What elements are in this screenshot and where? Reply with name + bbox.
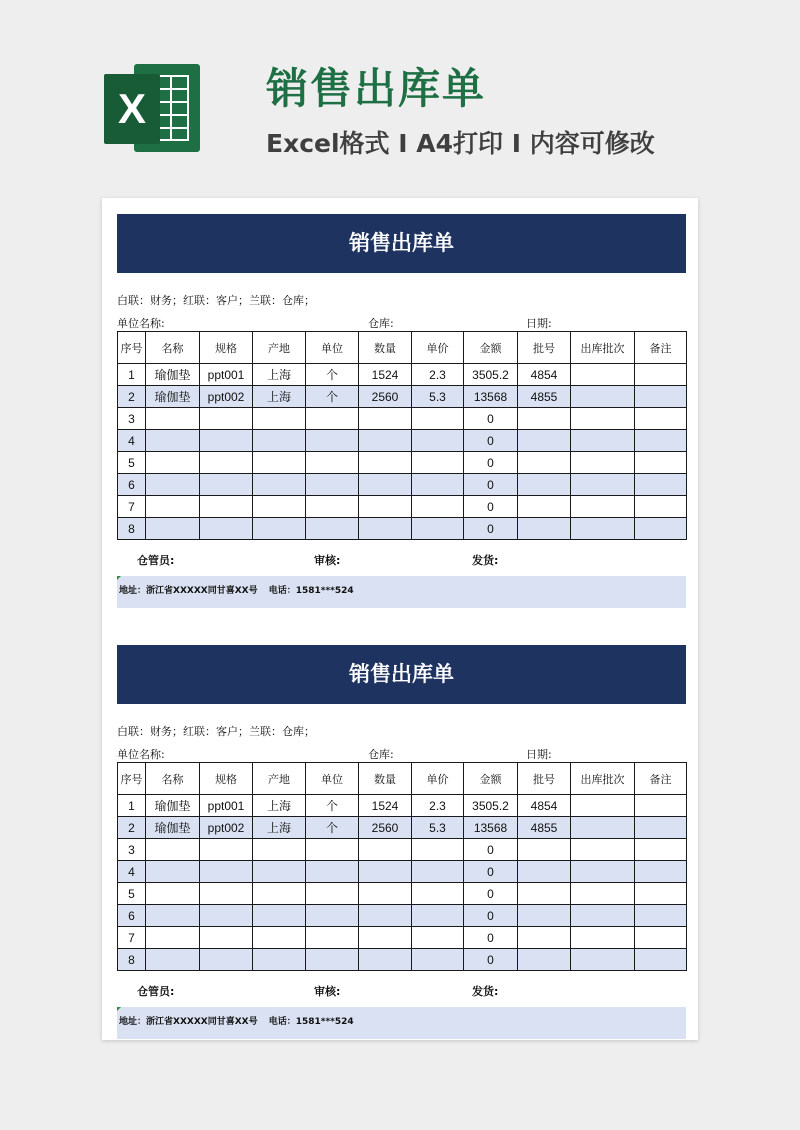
column-header: 数量 [359,763,412,795]
column-header: 名称 [146,763,200,795]
copy-distribution-note: 白联：财务；红联：客户；兰联：仓库； [117,725,315,738]
table-cell[interactable]: 1524 [359,795,412,817]
address-text: 地址：浙江省XXXXX同甘喜XX号 [119,1017,258,1027]
table-cell[interactable] [571,927,635,949]
review-label: 审核: [314,554,341,567]
table-cell[interactable] [253,496,306,518]
column-header: 序号 [118,763,146,795]
table-cell[interactable] [518,861,571,883]
table-cell[interactable] [200,496,253,518]
table-cell[interactable]: 13568 [464,817,518,839]
table-cell[interactable]: 2 [118,817,146,839]
column-header: 出库批次 [571,763,635,795]
table-cell[interactable] [200,474,253,496]
table-cell[interactable] [571,817,635,839]
table-row [118,795,687,817]
table-cell[interactable] [412,927,464,949]
table-cell[interactable] [200,927,253,949]
table-cell[interactable]: 0 [464,518,518,540]
sales-outbound-form [117,214,686,596]
table-cell[interactable] [571,839,635,861]
table-cell[interactable]: 0 [464,839,518,861]
table-cell[interactable] [635,430,687,452]
table-row [118,430,687,452]
table-cell[interactable]: ppt001 [200,364,253,386]
table-cell[interactable] [253,927,306,949]
table-cell[interactable]: 3 [118,839,146,861]
column-header: 规格 [200,332,253,364]
table-cell[interactable] [253,861,306,883]
table-cell[interactable] [571,364,635,386]
column-header: 名称 [146,332,200,364]
table-row [118,927,687,949]
table-cell[interactable] [412,949,464,971]
table-cell[interactable]: 5.3 [412,386,464,408]
table-row [118,817,687,839]
table-cell[interactable]: 7 [118,496,146,518]
table-cell[interactable] [306,408,359,430]
table-cell[interactable]: 个 [306,817,359,839]
table-cell[interactable]: 瑜伽垫 [146,817,200,839]
table-cell[interactable]: 4854 [518,364,571,386]
table-cell[interactable] [635,518,687,540]
table-cell[interactable] [200,452,253,474]
table-cell[interactable] [146,408,200,430]
warehouse-keeper-label: 仓管员: [137,554,175,567]
column-header: 批号 [518,763,571,795]
table-cell[interactable] [571,430,635,452]
table-cell[interactable]: 1 [118,364,146,386]
table-cell[interactable]: 瑜伽垫 [146,364,200,386]
table-cell[interactable] [571,795,635,817]
table-row [118,905,687,927]
column-header: 规格 [200,763,253,795]
table-cell[interactable] [306,905,359,927]
table-cell[interactable] [359,949,412,971]
table-cell[interactable] [306,474,359,496]
table-cell[interactable]: 上海 [253,817,306,839]
table-cell[interactable]: 上海 [253,364,306,386]
table-cell[interactable] [200,905,253,927]
column-header: 单价 [412,332,464,364]
table-cell[interactable] [635,949,687,971]
table-cell[interactable] [635,474,687,496]
table-row [118,364,687,386]
column-header: 金额 [464,332,518,364]
table-cell[interactable] [635,861,687,883]
page-subtitle: Excel格式 I A4打印 I 内容可修改 [266,129,655,158]
table-cell[interactable] [359,408,412,430]
table-cell[interactable]: 2 [118,386,146,408]
table-cell[interactable]: 4 [118,430,146,452]
table-cell[interactable]: 4855 [518,386,571,408]
table-cell[interactable] [253,518,306,540]
table-cell[interactable] [146,905,200,927]
table-cell[interactable] [571,452,635,474]
address-bar [117,1007,686,1039]
table-cell[interactable]: 3505.2 [464,364,518,386]
column-header: 单位 [306,332,359,364]
table-cell[interactable] [253,452,306,474]
table-cell[interactable] [359,496,412,518]
table-cell[interactable] [359,452,412,474]
table-row [118,474,687,496]
warehouse-label: 仓库: [368,748,394,761]
table-cell[interactable] [571,518,635,540]
column-header: 产地 [253,332,306,364]
table-cell[interactable]: 3 [118,408,146,430]
table-cell[interactable]: 3505.2 [464,795,518,817]
table-cell[interactable] [306,430,359,452]
table-cell[interactable] [518,927,571,949]
form-title-band: 销售出库单 [117,645,686,704]
table-cell[interactable] [518,949,571,971]
table-cell[interactable] [306,518,359,540]
table-cell[interactable] [306,496,359,518]
table-cell[interactable]: 0 [464,408,518,430]
table-cell[interactable] [200,518,253,540]
table-row [118,949,687,971]
table-cell[interactable] [146,927,200,949]
table-cell[interactable]: 2.3 [412,364,464,386]
table-cell[interactable] [306,949,359,971]
table-cell[interactable]: 2560 [359,817,412,839]
table-cell[interactable] [306,883,359,905]
warehouse-keeper-label: 仓管员: [137,985,175,998]
table-cell[interactable]: ppt002 [200,386,253,408]
table-row [118,386,687,408]
column-header: 单位 [306,763,359,795]
table-cell[interactable]: 8 [118,518,146,540]
table-cell[interactable] [412,518,464,540]
table-cell[interactable]: ppt002 [200,817,253,839]
table-cell[interactable] [635,795,687,817]
table-cell[interactable] [412,452,464,474]
table-cell[interactable]: 0 [464,949,518,971]
table-row [118,839,687,861]
table-cell[interactable]: 8 [118,949,146,971]
review-label: 审核: [314,985,341,998]
shipping-label: 发货: [472,554,499,567]
table-cell[interactable] [571,883,635,905]
table-cell[interactable] [518,839,571,861]
table-cell[interactable] [518,474,571,496]
table-cell[interactable]: 1 [118,795,146,817]
date-label: 日期: [526,748,552,761]
table-cell[interactable] [518,430,571,452]
table-cell[interactable] [253,905,306,927]
page-title: 销售出库单 [266,64,487,113]
table-cell[interactable]: 0 [464,883,518,905]
table-cell[interactable] [306,839,359,861]
table-cell[interactable] [200,861,253,883]
table-cell[interactable] [635,452,687,474]
table-cell[interactable]: 0 [464,496,518,518]
table-cell[interactable] [635,905,687,927]
table-cell[interactable] [518,883,571,905]
table-cell[interactable] [412,408,464,430]
column-header: 批号 [518,332,571,364]
table-cell[interactable]: 6 [118,474,146,496]
shipping-label: 发货: [472,985,499,998]
table-cell[interactable] [412,861,464,883]
phone-text: 电话：1581***524 [268,586,354,596]
table-cell[interactable] [146,430,200,452]
table-cell[interactable] [359,883,412,905]
table-row [118,408,687,430]
table-cell[interactable] [635,927,687,949]
table-cell[interactable] [635,364,687,386]
table-cell[interactable] [200,883,253,905]
table-cell[interactable]: 1524 [359,364,412,386]
table-header-row [118,763,687,795]
table-cell[interactable] [359,430,412,452]
table-cell[interactable] [253,839,306,861]
column-header: 单价 [412,763,464,795]
table-cell[interactable] [200,949,253,971]
table-row [118,452,687,474]
unit-name-label: 单位名称: [117,748,165,761]
table-cell[interactable] [200,839,253,861]
table-cell[interactable] [306,861,359,883]
table-cell[interactable] [518,518,571,540]
table-cell[interactable]: 0 [464,430,518,452]
column-header: 产地 [253,763,306,795]
table-cell[interactable] [359,927,412,949]
table-cell[interactable] [412,474,464,496]
address-text: 地址：浙江省XXXXX同甘喜XX号 [119,586,258,596]
table-cell[interactable] [146,861,200,883]
sales-outbound-form [117,645,686,1027]
table-cell[interactable] [571,474,635,496]
table-cell[interactable] [359,905,412,927]
table-cell[interactable] [635,817,687,839]
table-cell[interactable]: 0 [464,905,518,927]
unit-name-label: 单位名称: [117,317,165,330]
table-cell[interactable]: 个 [306,364,359,386]
outbound-table [117,762,687,971]
table-cell[interactable]: 个 [306,795,359,817]
table-cell[interactable] [146,474,200,496]
table-cell[interactable]: 2.3 [412,795,464,817]
table-cell[interactable] [571,905,635,927]
table-cell[interactable] [412,905,464,927]
table-cell[interactable] [253,474,306,496]
table-cell[interactable] [571,861,635,883]
table-cell[interactable]: 0 [464,452,518,474]
table-cell[interactable] [412,496,464,518]
table-cell[interactable] [571,408,635,430]
column-header: 备注 [635,332,687,364]
column-header: 序号 [118,332,146,364]
table-cell[interactable] [306,927,359,949]
table-cell[interactable]: 0 [464,861,518,883]
column-header: 数量 [359,332,412,364]
table-header-row [118,332,687,364]
table-cell[interactable] [518,496,571,518]
table-cell[interactable] [200,408,253,430]
outbound-table [117,331,687,540]
table-cell[interactable] [635,496,687,518]
address-bar [117,576,686,608]
table-cell[interactable]: 2560 [359,386,412,408]
table-cell[interactable] [412,839,464,861]
phone-text: 电话：1581***524 [268,1017,354,1027]
column-header: 备注 [635,763,687,795]
table-cell[interactable] [146,883,200,905]
table-cell[interactable]: 5 [118,452,146,474]
table-cell[interactable] [571,386,635,408]
table-cell[interactable] [518,905,571,927]
table-cell[interactable] [412,883,464,905]
table-cell[interactable] [359,839,412,861]
table-cell[interactable]: 瑜伽垫 [146,795,200,817]
svg-text:X: X [117,85,147,132]
table-cell[interactable] [571,949,635,971]
page-header [0,0,800,200]
table-cell[interactable]: 5.3 [412,817,464,839]
table-row [118,883,687,905]
table-cell[interactable]: 13568 [464,386,518,408]
column-header: 出库批次 [571,332,635,364]
table-cell[interactable] [253,949,306,971]
table-cell[interactable]: 7 [118,927,146,949]
table-row [118,518,687,540]
table-cell[interactable]: 5 [118,883,146,905]
table-cell[interactable] [635,839,687,861]
table-cell[interactable] [635,386,687,408]
table-cell[interactable] [200,430,253,452]
table-cell[interactable]: 上海 [253,795,306,817]
table-cell[interactable] [635,883,687,905]
column-header: 金额 [464,763,518,795]
table-cell[interactable] [518,408,571,430]
table-cell[interactable] [146,452,200,474]
table-cell[interactable] [253,883,306,905]
table-cell[interactable] [146,496,200,518]
table-cell[interactable] [359,861,412,883]
table-cell[interactable] [359,474,412,496]
form-title-band: 销售出库单 [117,214,686,273]
table-row [118,496,687,518]
table-row [118,861,687,883]
table-cell[interactable]: 6 [118,905,146,927]
table-cell[interactable] [306,452,359,474]
table-cell[interactable]: 4 [118,861,146,883]
table-cell[interactable] [146,518,200,540]
table-cell[interactable] [253,430,306,452]
table-cell[interactable]: 4855 [518,817,571,839]
warehouse-label: 仓库: [368,317,394,330]
table-cell[interactable]: 0 [464,927,518,949]
table-cell[interactable] [518,452,571,474]
table-cell[interactable] [571,496,635,518]
table-cell[interactable]: 0 [464,474,518,496]
excel-icon [104,60,202,156]
table-cell[interactable]: 个 [306,386,359,408]
table-cell[interactable] [253,408,306,430]
table-cell[interactable]: ppt001 [200,795,253,817]
table-cell[interactable]: 上海 [253,386,306,408]
table-cell[interactable] [412,430,464,452]
table-cell[interactable] [146,949,200,971]
table-cell[interactable]: 瑜伽垫 [146,386,200,408]
table-cell[interactable] [359,518,412,540]
date-label: 日期: [526,317,552,330]
table-cell[interactable] [635,408,687,430]
table-cell[interactable] [146,839,200,861]
copy-distribution-note: 白联：财务；红联：客户；兰联：仓库； [117,294,315,307]
table-cell[interactable]: 4854 [518,795,571,817]
